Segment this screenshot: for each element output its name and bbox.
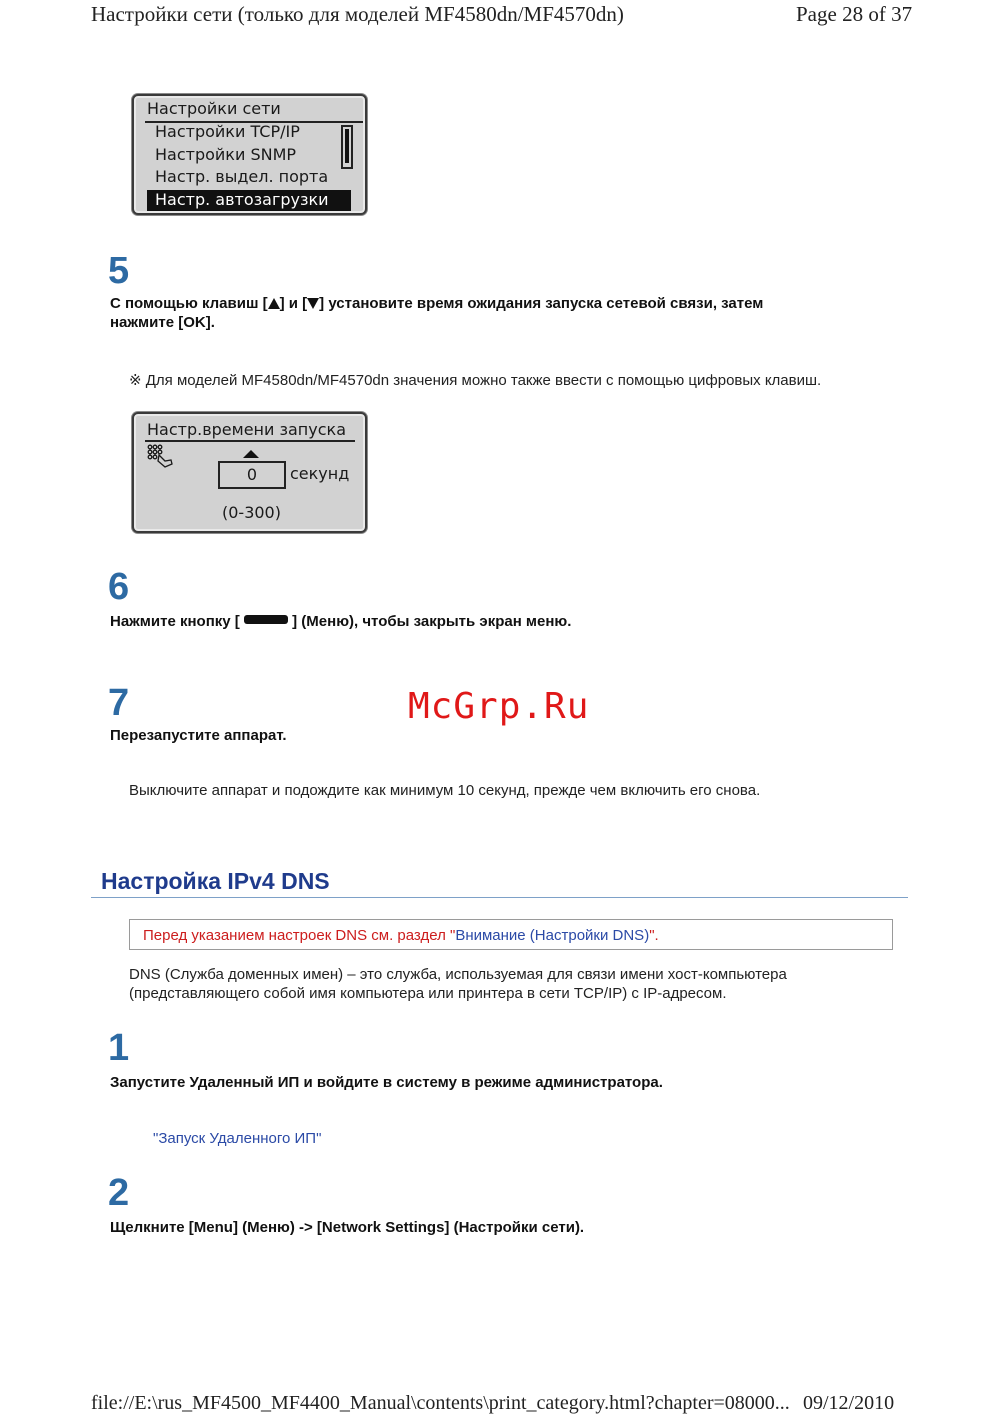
step-instruction: Запустите Удаленный ИП и войдите в систему в режиме администратора.	[110, 1074, 663, 1091]
remote-ui-start-link[interactable]: "Запуск Удаленного ИП"	[153, 1130, 322, 1147]
section-description-line: DNS (Служба доменных имен) – это служба, используемая для связи имени хост-компьютера	[129, 966, 787, 983]
lcd-menu-item: Настр. выдел. порта	[155, 167, 329, 186]
startup-time-value: 0	[218, 461, 286, 489]
value-increase-arrow-icon	[243, 450, 259, 458]
step-number: 2	[108, 1172, 130, 1214]
keypad-hand-icon	[145, 443, 175, 469]
startup-time-range: (0-300)	[222, 503, 281, 522]
note-prefix: Перед указанием настроек DNS см. раздел "	[143, 927, 456, 944]
lcd-menu-item: Настройки SNMP	[155, 145, 297, 164]
section-heading-rule	[91, 897, 908, 898]
lcd-scrollbar	[341, 125, 353, 169]
watermark: McGrp.Ru	[408, 686, 590, 727]
step-text: нажмите [OK].	[110, 314, 215, 331]
page-header-title: Настройки сети (только для моделей MF4580dn/MF4570dn)	[91, 2, 624, 26]
lcd-title-divider	[145, 440, 355, 442]
startup-time-unit: секунд	[290, 464, 350, 483]
menu-key-icon	[244, 615, 288, 624]
footer-file-path: file://E:\rus_MF4500_MF4400_Manual\contents\print_category.html?chapter=08000...	[91, 1392, 790, 1414]
dns-note-box	[129, 919, 893, 950]
step-number: 5	[108, 250, 130, 292]
page-number: Page 28 of 37	[796, 2, 913, 26]
lcd-menu-item-selected: Настр. автозагрузки	[147, 190, 351, 211]
note-text: Для моделей MF4580dn/MF4570dn значения можно также ввести с помощью цифровых клавиш.	[145, 372, 822, 389]
lcd-menu-title: Настройки сети	[147, 99, 281, 118]
dns-caution-link[interactable]: Внимание (Настройки DNS)	[455, 927, 650, 944]
lcd-scrollbar-thumb	[345, 129, 349, 163]
step-instruction	[110, 294, 890, 332]
step-text: ] (Меню), чтобы закрыть экран меню.	[292, 613, 572, 630]
step-instruction: Щелкните [Menu] (Меню) -> [Network Settings] (Настройки сети).	[110, 1219, 585, 1236]
lcd-startup-time-screen	[132, 412, 367, 533]
step-body: Выключите аппарат и подождите как минимум 10 секунд, прежде чем включить его снова.	[129, 782, 761, 799]
step-text: Нажмите кнопку [	[110, 613, 240, 630]
section-description-line: (представляющего собой имя компьютера или принтера в сети TCP/IP) с IP-адресом.	[129, 985, 727, 1002]
step-text: ] установите время ожидания запуска сетевой связи, затем	[319, 295, 764, 312]
step-note	[129, 371, 821, 389]
step-instruction: Перезапустите аппарат.	[110, 727, 287, 744]
arrow-up-icon	[268, 298, 280, 309]
lcd-screen-title: Настр.времени запуска	[147, 420, 346, 439]
dns-note-text	[143, 927, 659, 944]
note-mark-icon: ※	[129, 372, 142, 389]
step-number: 7	[108, 682, 130, 724]
step-number: 6	[108, 566, 130, 608]
section-heading: Настройка IPv4 DNS	[101, 868, 330, 894]
step-text: ] и [	[279, 295, 308, 312]
lcd-menu-item: Настройки TCP/IP	[155, 122, 300, 141]
footer-date: 09/12/2010	[803, 1392, 895, 1414]
step-number: 1	[108, 1027, 130, 1069]
step-instruction	[110, 612, 571, 631]
note-suffix: ".	[649, 927, 659, 944]
lcd-network-settings-menu	[132, 94, 367, 215]
arrow-down-icon	[307, 298, 319, 309]
step-text: С помощью клавиш [	[110, 295, 268, 312]
